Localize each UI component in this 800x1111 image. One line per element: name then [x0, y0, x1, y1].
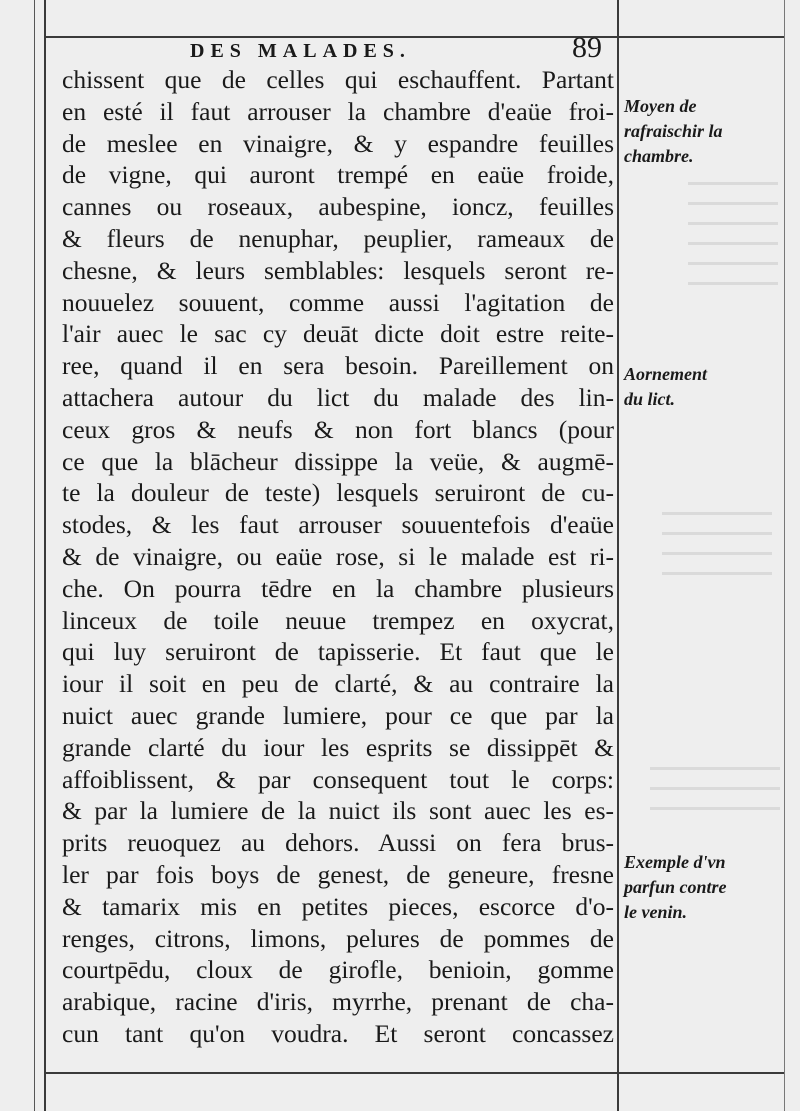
show-through-texture [662, 500, 772, 580]
text-line: linceux de toile neuue trempez en oxycrat, [62, 605, 614, 635]
text-line: & par la lumiere de la nuict ils sont auec les es- [62, 796, 614, 826]
text-line: qui luy seruiront de tapisserie. Et faut que le [62, 637, 614, 667]
show-through-texture [688, 170, 778, 290]
text-line: courtpēdu, cloux de girofle, benioin, gomme [62, 955, 614, 985]
text-line: che. On pourra tēdre en la chambre plusieurs [62, 573, 614, 603]
margin-note-bed [624, 362, 784, 412]
text-line: te la douleur de teste) lesquels seruiront de cu- [62, 478, 614, 508]
text-line: cannes ou roseaux, aubespine, ioncz, feuilles [62, 192, 614, 222]
margin-rule [617, 0, 619, 1111]
margin-note-line: rafraischir la [624, 121, 723, 141]
text-line: & fleurs de nenuphar, peuplier, rameaux de [62, 223, 614, 253]
margin-note-line: parfun contre [624, 877, 727, 897]
left-outer-rule [34, 0, 35, 1111]
text-line: affoiblissent, & par consequent tout le corps: [62, 764, 614, 794]
text-line: arabique, racine d'iris, myrrhe, prenant de cha- [62, 987, 614, 1017]
text-line: stodes, & les faut arrouser souuentefois d'eaüe [62, 510, 614, 540]
text-line: de meslee en vinaigre, & y espandre feuilles [62, 128, 614, 158]
running-title: DES MALADES. [190, 40, 411, 62]
margin-note-line: Moyen de [624, 96, 697, 116]
text-line: de vigne, qui auront trempé en eaüe froide, [62, 160, 614, 190]
margin-note-perfume [624, 850, 784, 925]
text-line: l'air auec le sac cy deuāt dicte doit estre reite- [62, 319, 614, 349]
margin-note-cooling [624, 94, 784, 169]
text-line: chesne, & leurs semblables: lesquels seront re- [62, 255, 614, 285]
text-line: & tamarix mis en petites pieces, escorce d'o- [62, 891, 614, 921]
margin-note-line: du lict. [624, 389, 676, 409]
left-inner-rule [44, 0, 46, 1111]
margin-note-line: le venin. [624, 902, 687, 922]
text-line: nuict auec grande lumiere, pour ce que par la [62, 700, 614, 730]
body-text [62, 64, 614, 1050]
text-line: attachera autour du lict du malade des lin- [62, 382, 614, 412]
text-line: & de vinaigre, ou eaüe rose, si le malade est ri- [62, 541, 614, 571]
text-line: ce que la blācheur dissippe la veüe, & augmē- [62, 446, 614, 476]
text-line: cun tant qu'on voudra. Et seront concassez [62, 1018, 614, 1048]
margin-note-line: Aornement [624, 364, 708, 384]
text-line: ler par fois boys de genest, de geneure, fresne [62, 859, 614, 889]
text-line: chissent que de celles qui eschauffent. Partant [62, 65, 614, 94]
text-line: en esté il faut arrouser la chambre d'eaüe froi- [62, 96, 614, 126]
page-number: 89 [572, 31, 602, 64]
bottom-rule [44, 1072, 784, 1074]
text-line: ree, quand il en sera besoin. Pareillement on [62, 351, 614, 381]
text-line: ceux gros & neufs & non fort blancs (pour [62, 414, 614, 444]
right-edge-rule [784, 0, 785, 1111]
text-line: renges, citrons, limons, pelures de pommes de [62, 923, 614, 953]
margin-note-line: chambre. [624, 146, 694, 166]
top-rule [44, 36, 784, 38]
text-line: nouuelez souuent, comme aussi l'agitation de [62, 287, 614, 317]
text-line: iour il soit en peu de clarté, & au contraire la [62, 669, 614, 699]
text-line: grande clarté du iour les esprits se dissippēt & [62, 732, 614, 762]
show-through-texture [650, 755, 780, 825]
margin-note-line: Exemple d'vn [624, 852, 726, 872]
text-line: prits reuoquez au dehors. Aussi on fera brus- [62, 828, 614, 858]
